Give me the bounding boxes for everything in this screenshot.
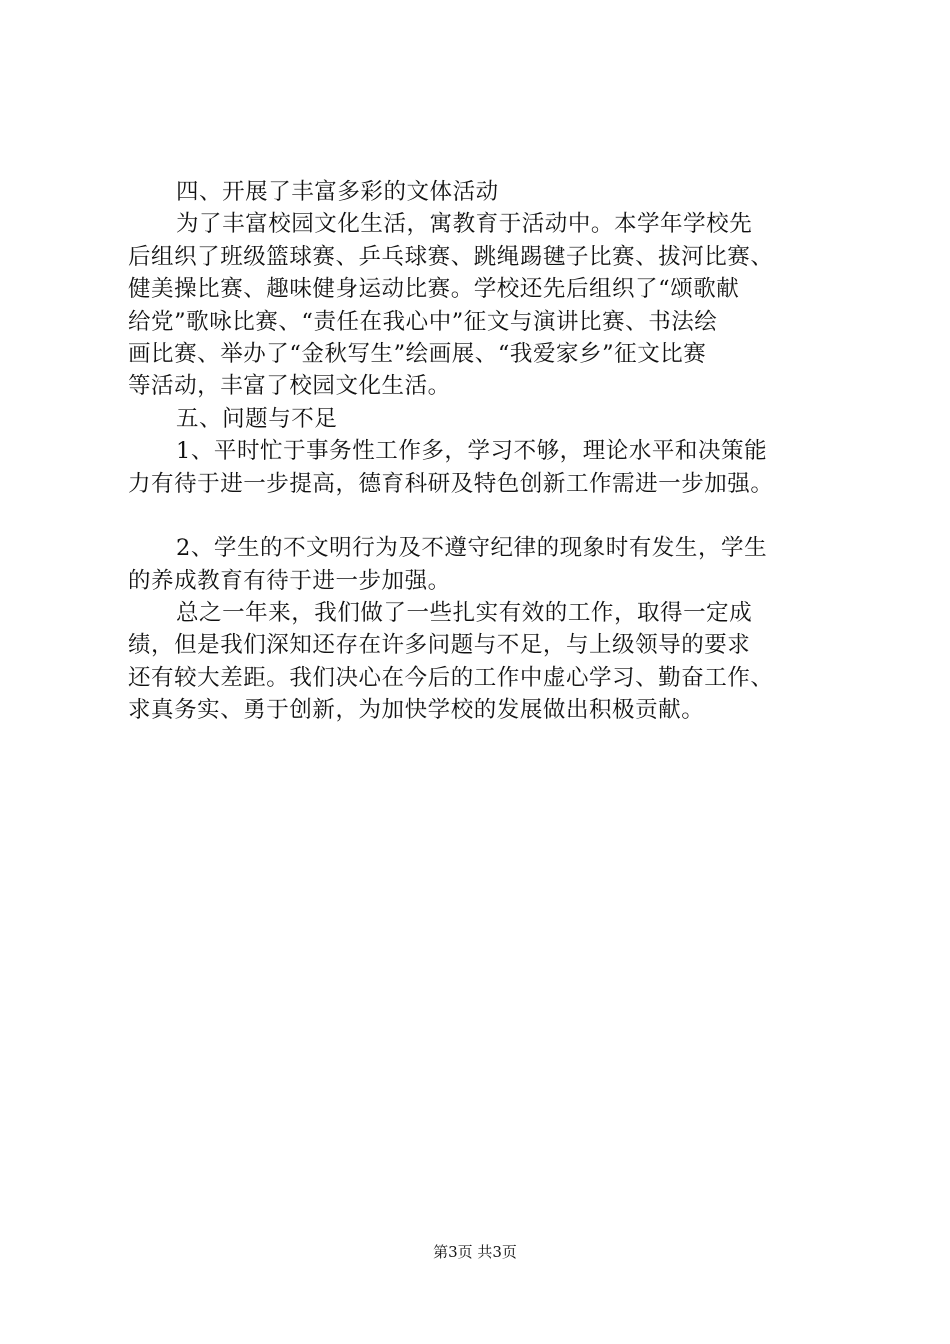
paragraph-line: 为了丰富校园文化生活，寓教育于活动中。本学年学校先 <box>176 211 753 238</box>
paragraph-line: 画比赛、举办了“金秋写生”绘画展、“我爱家乡”征文比赛 <box>128 340 707 367</box>
paragraph-line: 2、学生的不文明行为及不遵守纪律的现象时有发生，学生 <box>176 535 768 562</box>
paragraph-line: 绩，但是我们深知还存在许多问题与不足，与上级领导的要求 <box>128 632 751 659</box>
paragraph-line: 总之一年来，我们做了一些扎实有效的工作，取得一定成 <box>176 600 753 627</box>
page-footer: 第3页 共3页 <box>433 1243 517 1261</box>
paragraph-line: 的养成教育有待于进一步加强。 <box>128 567 451 594</box>
paragraph-line: 等活动，丰富了校园文化生活。 <box>128 373 451 400</box>
paragraph-line: 还有较大差距。我们决心在今后的工作中虚心学习、勤奋工作、 <box>128 664 774 691</box>
section-heading-problems: 五、问题与不足 <box>176 405 338 432</box>
section-heading-activities: 四、开展了丰富多彩的文体活动 <box>176 179 499 205</box>
document-body <box>128 176 828 727</box>
paragraph-line: 健美操比赛、趣味健身运动比赛。学校还先后组织了“颂歌献 <box>128 276 740 303</box>
paragraph-line: 求真务实、勇于创新，为加快学校的发展做出积极贡献。 <box>128 697 705 724</box>
paragraph-line: 1、平时忙于事务性工作多，学习不够，理论水平和决策能 <box>176 438 768 465</box>
paragraph-line: 后组织了班级篮球赛、乒乓球赛、跳绳踢毽子比赛、拔河比赛、 <box>128 243 774 270</box>
paragraph-line: 给党”歌咏比赛、“责任在我心中”征文与演讲比赛、书法绘 <box>128 308 718 335</box>
paragraph-spacer <box>128 500 828 532</box>
paragraph-line: 力有待于进一步提高，德育科研及特色创新工作需进一步加强。 <box>128 470 774 497</box>
